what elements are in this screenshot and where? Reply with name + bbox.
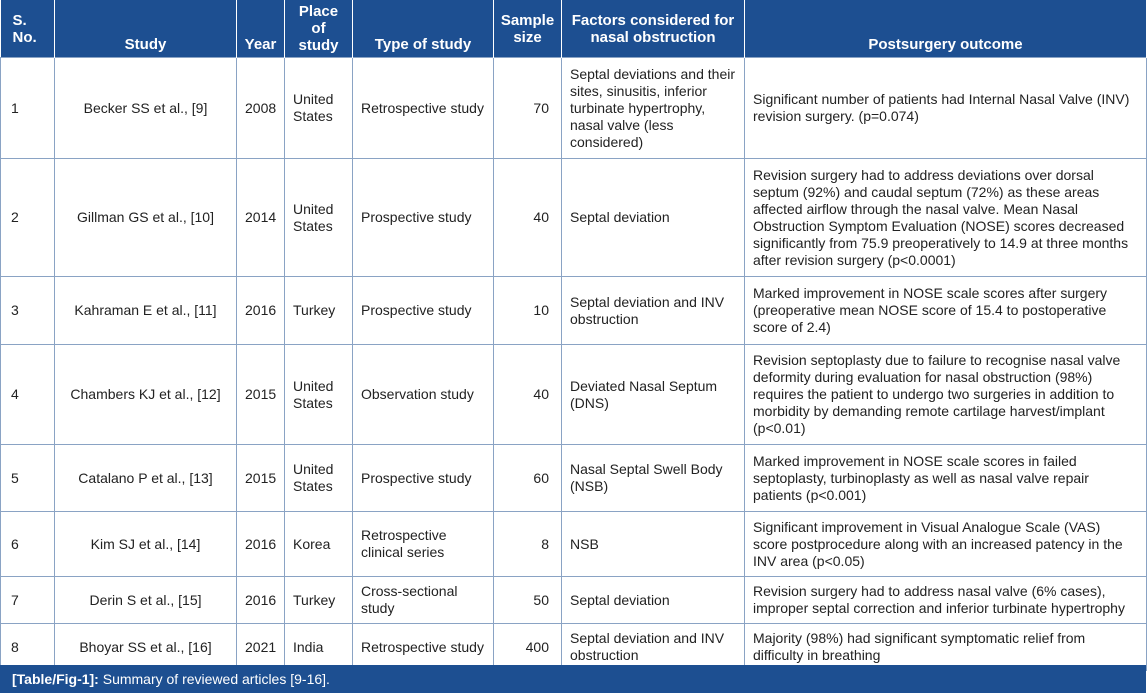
cell-place: India (285, 624, 353, 671)
header-type (353, 0, 494, 58)
cell-no: 2 (1, 159, 55, 277)
cell-place: United States (285, 159, 353, 277)
cell-place: United States (285, 58, 353, 159)
cell-outcome: Significant improvement in Visual Analogue Scale (VAS) score postprocedure along with an increased patency in the INV area (p<0.05) (745, 512, 1147, 577)
cell-factors: Nasal Septal Swell Body (NSB) (562, 445, 745, 512)
cell-outcome: Majority (98%) had significant symptomatic relief from difficulty in breathing (745, 624, 1147, 671)
table-row (1, 445, 1147, 512)
table-caption (0, 665, 1146, 693)
caption-text: Summary of reviewed articles [9-16]. (98, 671, 330, 687)
cell-type: Prospective study (353, 277, 494, 345)
cell-no: 4 (1, 345, 55, 445)
cell-place: United States (285, 445, 353, 512)
header-sample-line1: Sample (500, 11, 555, 29)
cell-study: Kahraman E et al., [11] (55, 277, 237, 345)
header-study (55, 0, 237, 58)
cell-no: 1 (1, 58, 55, 159)
cell-outcome: Marked improvement in NOSE scale scores after surgery (preoperative mean NOSE score of 15.4 to postoperative score of 2.4) (745, 277, 1147, 345)
cell-factors: Septal deviation and INV obstruction (562, 624, 745, 671)
table-row (1, 345, 1147, 445)
cell-year: 2021 (237, 624, 285, 671)
cell-outcome: Significant number of patients had Internal Nasal Valve (INV) revision surgery. (p=0.074) (745, 58, 1147, 159)
cell-sample: 8 (494, 512, 562, 577)
cell-study: Chambers KJ et al., [12] (55, 345, 237, 445)
header-year-label: Year (244, 36, 277, 53)
cell-no: 8 (1, 624, 55, 671)
cell-year: 2016 (237, 512, 285, 577)
cell-type: Retrospective study (353, 58, 494, 159)
cell-place: Korea (285, 512, 353, 577)
header-year (237, 0, 285, 58)
header-row (1, 0, 1147, 58)
cell-year: 2008 (237, 58, 285, 159)
cell-type: Prospective study (353, 445, 494, 512)
cell-factors: Septal deviation (562, 577, 745, 624)
cell-factors: Deviated Nasal Septum (DNS) (562, 345, 745, 445)
header-serial-line1: S. (12, 11, 27, 29)
header-place-line1: Place (298, 3, 339, 20)
header-place (285, 0, 353, 58)
header-sample-line2: size (513, 28, 542, 46)
cell-type: Retrospective study (353, 624, 494, 671)
table-row (1, 58, 1147, 159)
cell-no: 7 (1, 577, 55, 624)
cell-year: 2014 (237, 159, 285, 277)
header-place-line2: of study (298, 20, 339, 54)
cell-factors: NSB (562, 512, 745, 577)
table-row (1, 159, 1147, 277)
cell-study: Gillman GS et al., [10] (55, 159, 237, 277)
header-factors (562, 0, 745, 58)
header-serial-no (1, 0, 55, 58)
cell-sample: 40 (494, 159, 562, 277)
cell-study: Kim SJ et al., [14] (55, 512, 237, 577)
cell-sample: 70 (494, 58, 562, 159)
cell-outcome: Revision surgery had to address deviations over dorsal septum (92%) and caudal septum (72%) as these areas affected airflow through the nasal valve. Mean Nasal Obstruction Symptom Evaluation (NOSE) scores decreased significantly from 75.9 preoperatively to 14.9 at three months after revision surgery (p<0.0001) (745, 159, 1147, 277)
table-row (1, 577, 1147, 624)
cell-sample: 400 (494, 624, 562, 671)
cell-type: Cross-sectional study (353, 577, 494, 624)
cell-place: Turkey (285, 277, 353, 345)
cell-no: 6 (1, 512, 55, 577)
header-outcome-label: Postsurgery outcome (868, 36, 1023, 53)
cell-factors: Septal deviation and INV obstruction (562, 277, 745, 345)
cell-type: Observation study (353, 345, 494, 445)
header-study-label: Study (124, 36, 167, 53)
cell-no: 5 (1, 445, 55, 512)
cell-year: 2015 (237, 345, 285, 445)
cell-study: Bhoyar SS et al., [16] (55, 624, 237, 671)
header-outcome (745, 0, 1147, 58)
header-factors-line1: Factors considered for (571, 11, 735, 29)
table-row (1, 624, 1147, 671)
cell-outcome: Marked improvement in NOSE scale scores in failed septoplasty, turbinoplasty as well as nasal valve repair patients (p<0.001) (745, 445, 1147, 512)
cell-type: Prospective study (353, 159, 494, 277)
cell-factors: Septal deviation (562, 159, 745, 277)
cell-study: Derin S et al., [15] (55, 577, 237, 624)
cell-study: Becker SS et al., [9] (55, 58, 237, 159)
cell-outcome: Revision surgery had to address nasal valve (6% cases), improper septal correction and inferior turbinate hypertrophy (745, 577, 1147, 624)
cell-type: Retrospective clinical series (353, 512, 494, 577)
cell-year: 2016 (237, 577, 285, 624)
cell-place: Turkey (285, 577, 353, 624)
header-sample (494, 0, 562, 58)
header-type-label: Type of study (374, 36, 472, 53)
header-serial-line2: No. (12, 28, 37, 46)
cell-factors: Septal deviations and their sites, sinusitis, inferior turbinate hypertrophy, nasal valve (less considered) (562, 58, 745, 159)
cell-outcome: Revision septoplasty due to failure to recognise nasal valve deformity during evaluation for nasal obstruction (98%) requires the patient to undergo two surgeries in addition to morbidity by demanding remote cartilage harvest/implant (p<0.01) (745, 345, 1147, 445)
table-row (1, 277, 1147, 345)
cell-sample: 50 (494, 577, 562, 624)
cell-year: 2016 (237, 277, 285, 345)
cell-sample: 10 (494, 277, 562, 345)
header-factors-line2: nasal obstruction (590, 28, 716, 46)
table-row (1, 512, 1147, 577)
cell-sample: 40 (494, 345, 562, 445)
cell-year: 2015 (237, 445, 285, 512)
caption-label: [Table/Fig-1]: (12, 671, 99, 687)
cell-study: Catalano P et al., [13] (55, 445, 237, 512)
cell-no: 3 (1, 277, 55, 345)
cell-place: United States (285, 345, 353, 445)
cell-sample: 60 (494, 445, 562, 512)
